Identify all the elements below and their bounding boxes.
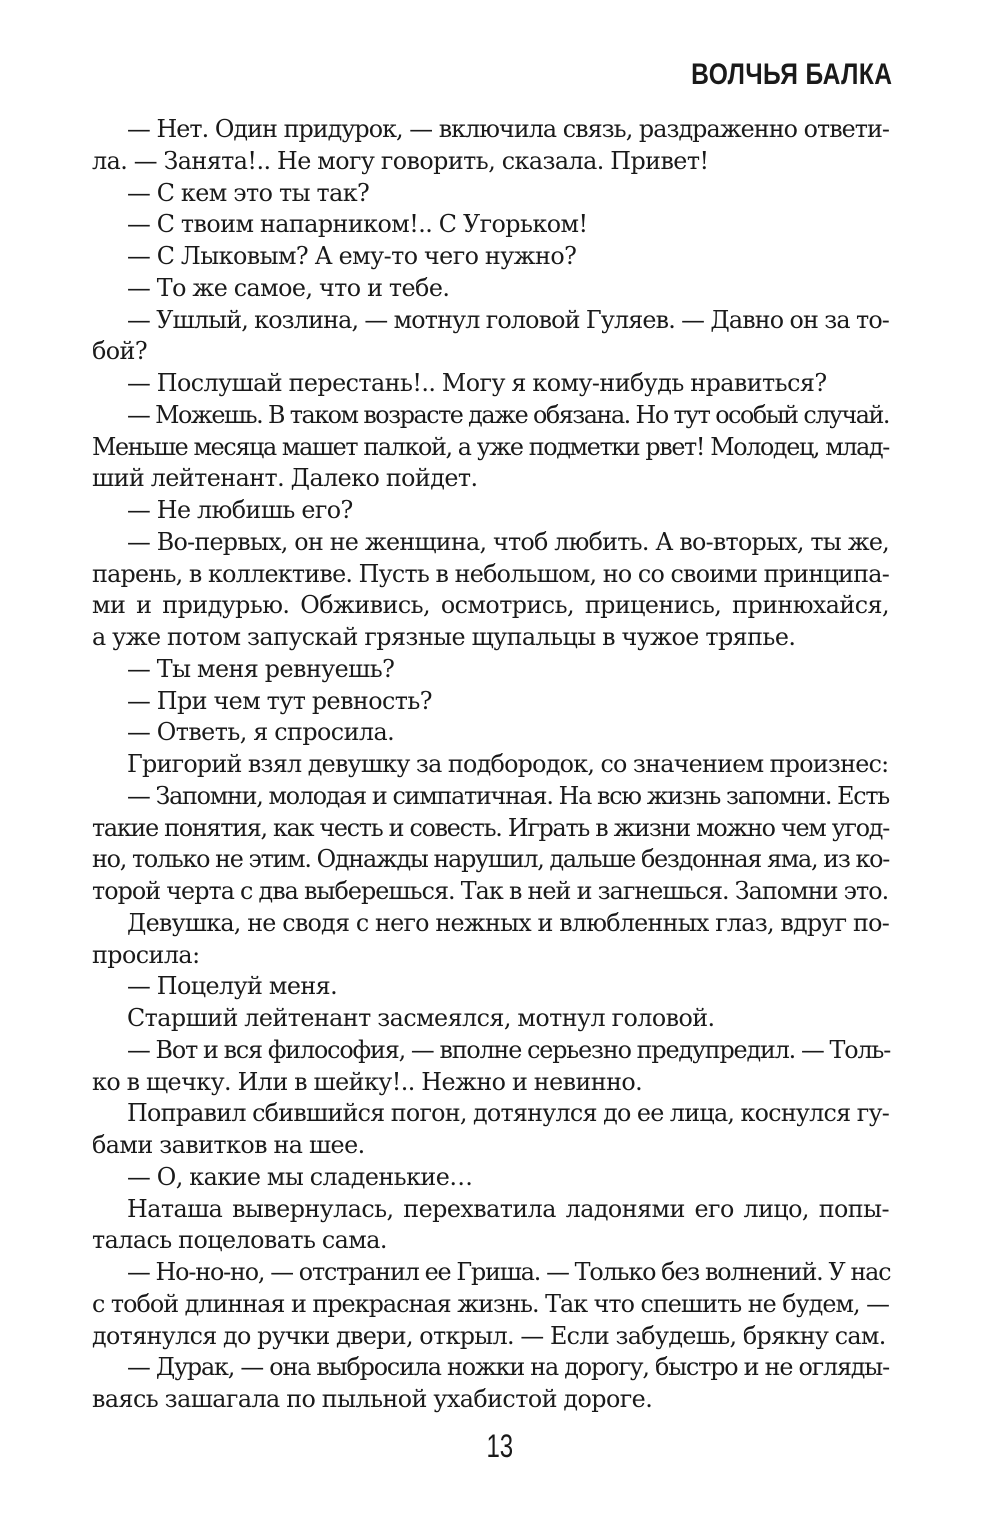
page-number-label: 13	[486, 1428, 514, 1464]
text-line: ла. — Занята!.. Не могу говорить, сказала. Привет!	[92, 146, 709, 175]
text-line: — Поцелуй меня.	[127, 972, 338, 1001]
text-line: ко в щечку. Или в шейку!.. Нежно и невинно.	[92, 1067, 643, 1096]
page-number	[0, 1428, 1000, 1465]
text-line: ми и придурью. Обживись, осмотрись, приценись, принюхайся,	[92, 591, 889, 620]
text-line: — Но-но-но, — отстранил ее Гриша. — Только без волнений. У нас	[127, 1258, 891, 1286]
running-title: ВОЛЧЬЯ БАЛКА	[690, 58, 892, 91]
text-line: Старший лейтенант засмеялся, мотнул головой.	[127, 1004, 715, 1032]
text-line: — Дурак, — она выбросила ножки на дорогу, быстро и не огляды-	[127, 1353, 889, 1382]
text-line: Девушка, не сводя с него нежных и влюбленных глаз, вдруг по-	[127, 908, 889, 937]
text-line: — Вот и вся философия, — вполне серьезно предупредил. — Толь-	[127, 1035, 891, 1064]
text-line: — При чем тут ревность?	[127, 686, 433, 715]
text-line: — Ты меня ревнуешь?	[127, 654, 395, 683]
text-line: — Нет. Один придурок, — включила связь, раздраженно ответи-	[127, 115, 889, 143]
text-line: но, только не этим. Однажды нарушил, дальше бездонная яма, из ко-	[92, 845, 889, 874]
text-line: дотянулся до ручки двери, открыл. — Если забудешь, брякну сам.	[92, 1321, 886, 1350]
text-line: ваясь зашагала по пыльной ухабистой дороге.	[92, 1385, 653, 1413]
text-line: такие понятия, как честь и совесть. Играть в жизни можно чем угод-	[92, 813, 889, 842]
text-line: а уже потом запускай грязные щупальцы в чужое тряпье.	[92, 623, 796, 651]
text-line: — То же самое, что и тебе.	[127, 273, 450, 302]
text-line: — О, какие мы сладенькие…	[127, 1162, 473, 1191]
text-line: — С твоим напарником!.. С Угорьком!	[127, 210, 588, 239]
text-line: Поправил сбившийся погон, дотянулся до ее лица, коснулся гу-	[127, 1099, 889, 1128]
text-line: — Ушлый, козлина, — мотнул головой Гуляев. — Давно он за то-	[127, 305, 889, 334]
text-line: парень, в коллективе. Пусть в небольшом, но со своими принципа-	[92, 559, 889, 588]
text-line: просила:	[92, 940, 200, 969]
body-text	[92, 114, 889, 1416]
text-line: Наташа вывернулась, перехватила ладонями его лицо, попы-	[127, 1194, 889, 1223]
text-line: бами завитков на шее.	[92, 1131, 365, 1159]
text-line: бой?	[92, 337, 148, 366]
text-line: с тобой длинная и прекрасная жизнь. Так что спешить не будем, —	[92, 1289, 889, 1318]
text-line: — С кем это ты так?	[127, 178, 370, 207]
text-line: талась поцеловать сама.	[92, 1226, 387, 1255]
text-line: — Не любишь его?	[127, 496, 353, 524]
text-line: торой черта с два выберешься. Так в ней и загнешься. Запомни это.	[92, 877, 889, 905]
text-line: — Во-первых, он не женщина, чтоб любить. А во-вторых, ты же,	[127, 527, 889, 556]
text-line: — С Лыковым? А ему-то чего нужно?	[127, 242, 577, 270]
text-line: Григорий взял девушку за подбородок, со значением произнес:	[127, 750, 889, 778]
text-line: — Запомни, молодая и симпатичная. На всю жизнь запомни. Есть	[127, 781, 889, 810]
text-line: — Ответь, я спросила.	[127, 718, 395, 747]
text-line: — Можешь. В таком возрасте даже обязана. Но тут особый случай.	[127, 400, 889, 429]
text-line: — Послушай перестань!.. Могу я кому-нибудь нравиться?	[127, 369, 827, 397]
text-line: Меньше месяца машет палкой, а уже подметки рвет! Молодец, млад-	[92, 432, 889, 461]
text-line: ший лейтенант. Далеко пойдет.	[92, 464, 478, 493]
